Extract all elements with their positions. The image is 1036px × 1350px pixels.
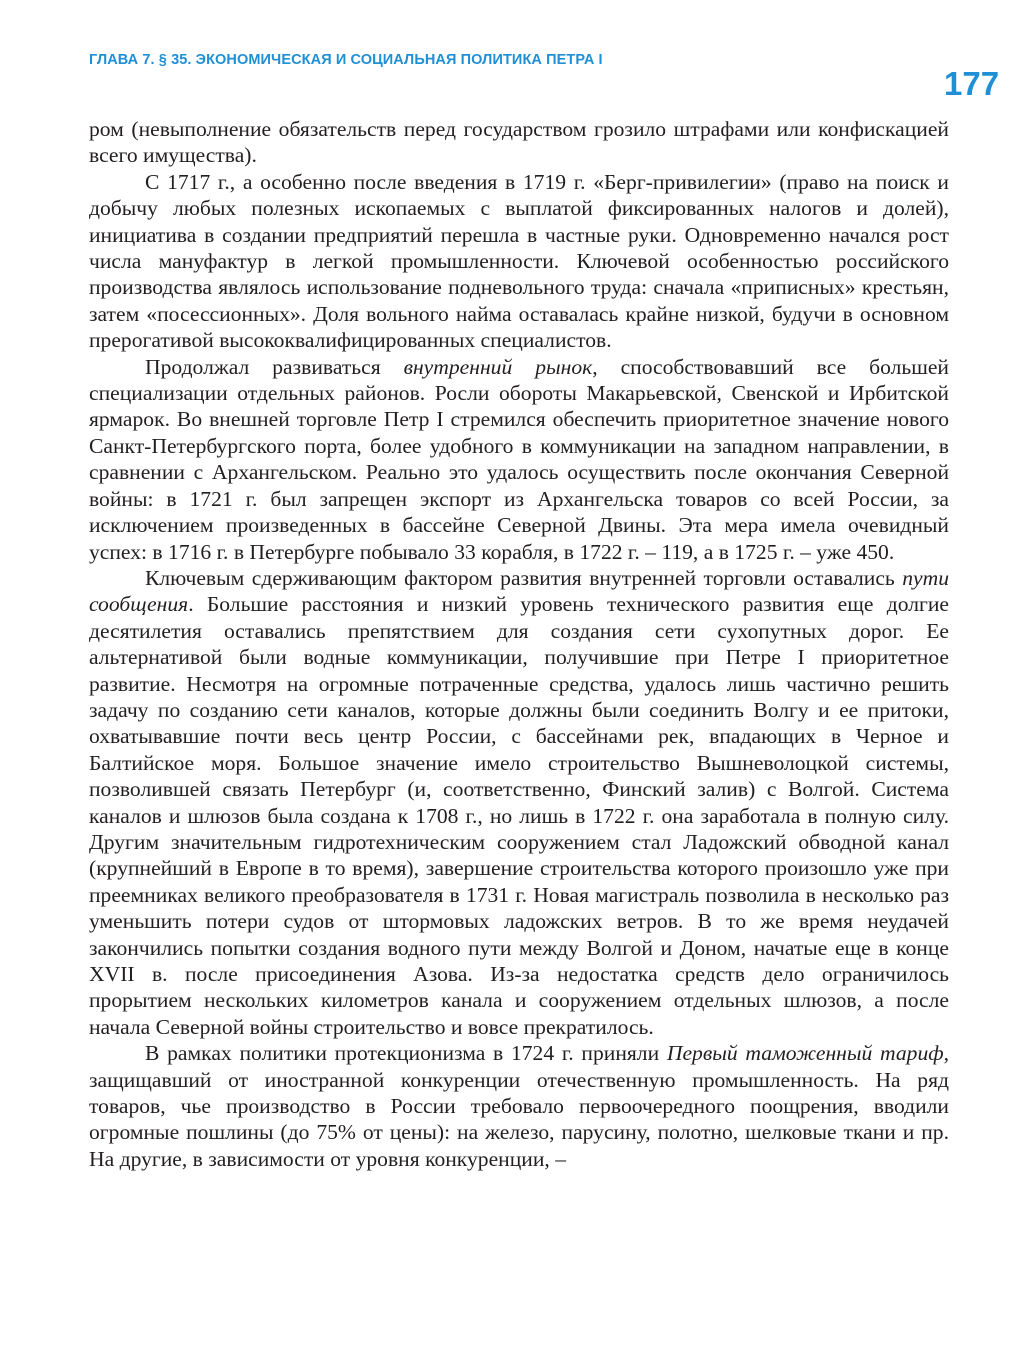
paragraph-3: [89, 354, 949, 565]
text-body: [89, 116, 949, 1172]
term-communication-routes: пути сообщения: [89, 565, 949, 617]
term-customs-tariff: Первый таможенный тариф: [666, 1041, 944, 1066]
term-internal-market: внутренний рынок: [403, 354, 593, 379]
paragraph-3-text-b: , способствовавший все большей специализации отдельных районов. Росли обороты Макарьевской, Свенской и Ирбитской ярмарок. Во внешней торговле Петр I стремился обеспечить приоритетное значение нового Санкт-Петербургского порта, более удобного в коммуникации на западном направлении, в сравнении с Архангельском. Реально это удалось осуществить после окончания Северной войны: в 1721 г. был запрещен экспорт из Архангельска товаров со всей России, за исключением произведенных в бассейне Северной Двины. Эта мера имела очевидный успех: в 1716 г. в Петербурге побывало 33 корабля, в 1722 г. – 119, а в 1725 г. – уже 450.: [89, 354, 949, 564]
paragraph-3-text-a: Продолжал развиваться: [145, 354, 404, 379]
paragraph-4-text-b: . Большие расстояния и низкий уровень технического развития еще долгие десятилетия оставались препятствием для создания сети сухопутных дорог. Ее альтернативой были водные коммуникации, получившие при Петре I приоритетное развитие. Несмотря на огромные потраченные средства, удалось лишь частично решить задачу по созданию сети каналов, которые должны были соединить Волгу и ее притоки, охватывавшие почти весь центр России, с бассейнами рек, впадающих в Черное и Балтийское моря. Большое значение имело строительство Вышневолоцкой системы, позволившей связать Петербург (и, соответственно, Финский залив) с Волгой. Система каналов и шлюзов была создана к 1708 г., но лишь в 1722 г. она заработала в полную силу. Другим значительным гидротехническим сооружением стал Ладожский обводной канал (крупнейший в Европе в то время), завершение строительства которого произошло уже при преемниках великого преобразователя в 1731 г. Новая магистраль позволила в несколько раз уменьшить потери судов от штормовых ладожских ветров. В то же время неудачей закончились попытки создания водного пути между Волгой и Доном, начатые еще в конце XVII в. после присоединения Азова. Из-за недостатка средств дело ограничилось прорытием нескольких километров канала и сооружением отдельных шлюзов, а после начала Северной войны строительство и вовсе прекратилось.: [89, 592, 949, 1039]
paragraph-4-text-a: Ключевым сдерживающим фактором развития внутренней торговли оставались: [145, 565, 903, 590]
paragraph-4: [89, 565, 949, 1040]
running-head: ГЛАВА 7. § 35. ЭКОНОМИЧЕСКАЯ И СОЦИАЛЬНАЯ ПОЛИТИКА ПЕТРА I: [89, 52, 603, 68]
paragraph-5-text-b: , защищавший от иностранной конкуренции отечественную промышленность. На ряд товаров, чье производство в России требовало первоочередного поощрения, вводили огромные пошлины (до 75% от цены): на железо, парусину, полотно, шелковые ткани и пр. На другие, в зависимости от уровня конкуренции, –: [89, 1041, 950, 1171]
page-number: 177: [944, 65, 1000, 102]
paragraph-1: ром (невыполнение обязательств перед государством грозило штрафами или конфискацией всего имущества).: [89, 117, 949, 168]
paragraph-5-text-a: В рамках политики протекционизма в 1724 г. приняли: [145, 1041, 667, 1066]
paragraph-2: С 1717 г., а особенно после введения в 1719 г. «Берг-привилегии» (право на поиск и добычу любых полезных ископаемых с выплатой фиксированных налогов и долей), инициатива в создании предприятий перешла в частные руки. Одновременно начался рост числа мануфактур в легкой промышленности. Ключевой особенностью российского производства являлось использование подневольного труда: сначала «приписных» крестьян, затем «посессионных». Доля вольного найма оставалась крайне низкой, будучи в основном прерогативой высококвалифицированных специалистов.: [89, 169, 949, 353]
paragraph-5: [89, 1040, 949, 1172]
